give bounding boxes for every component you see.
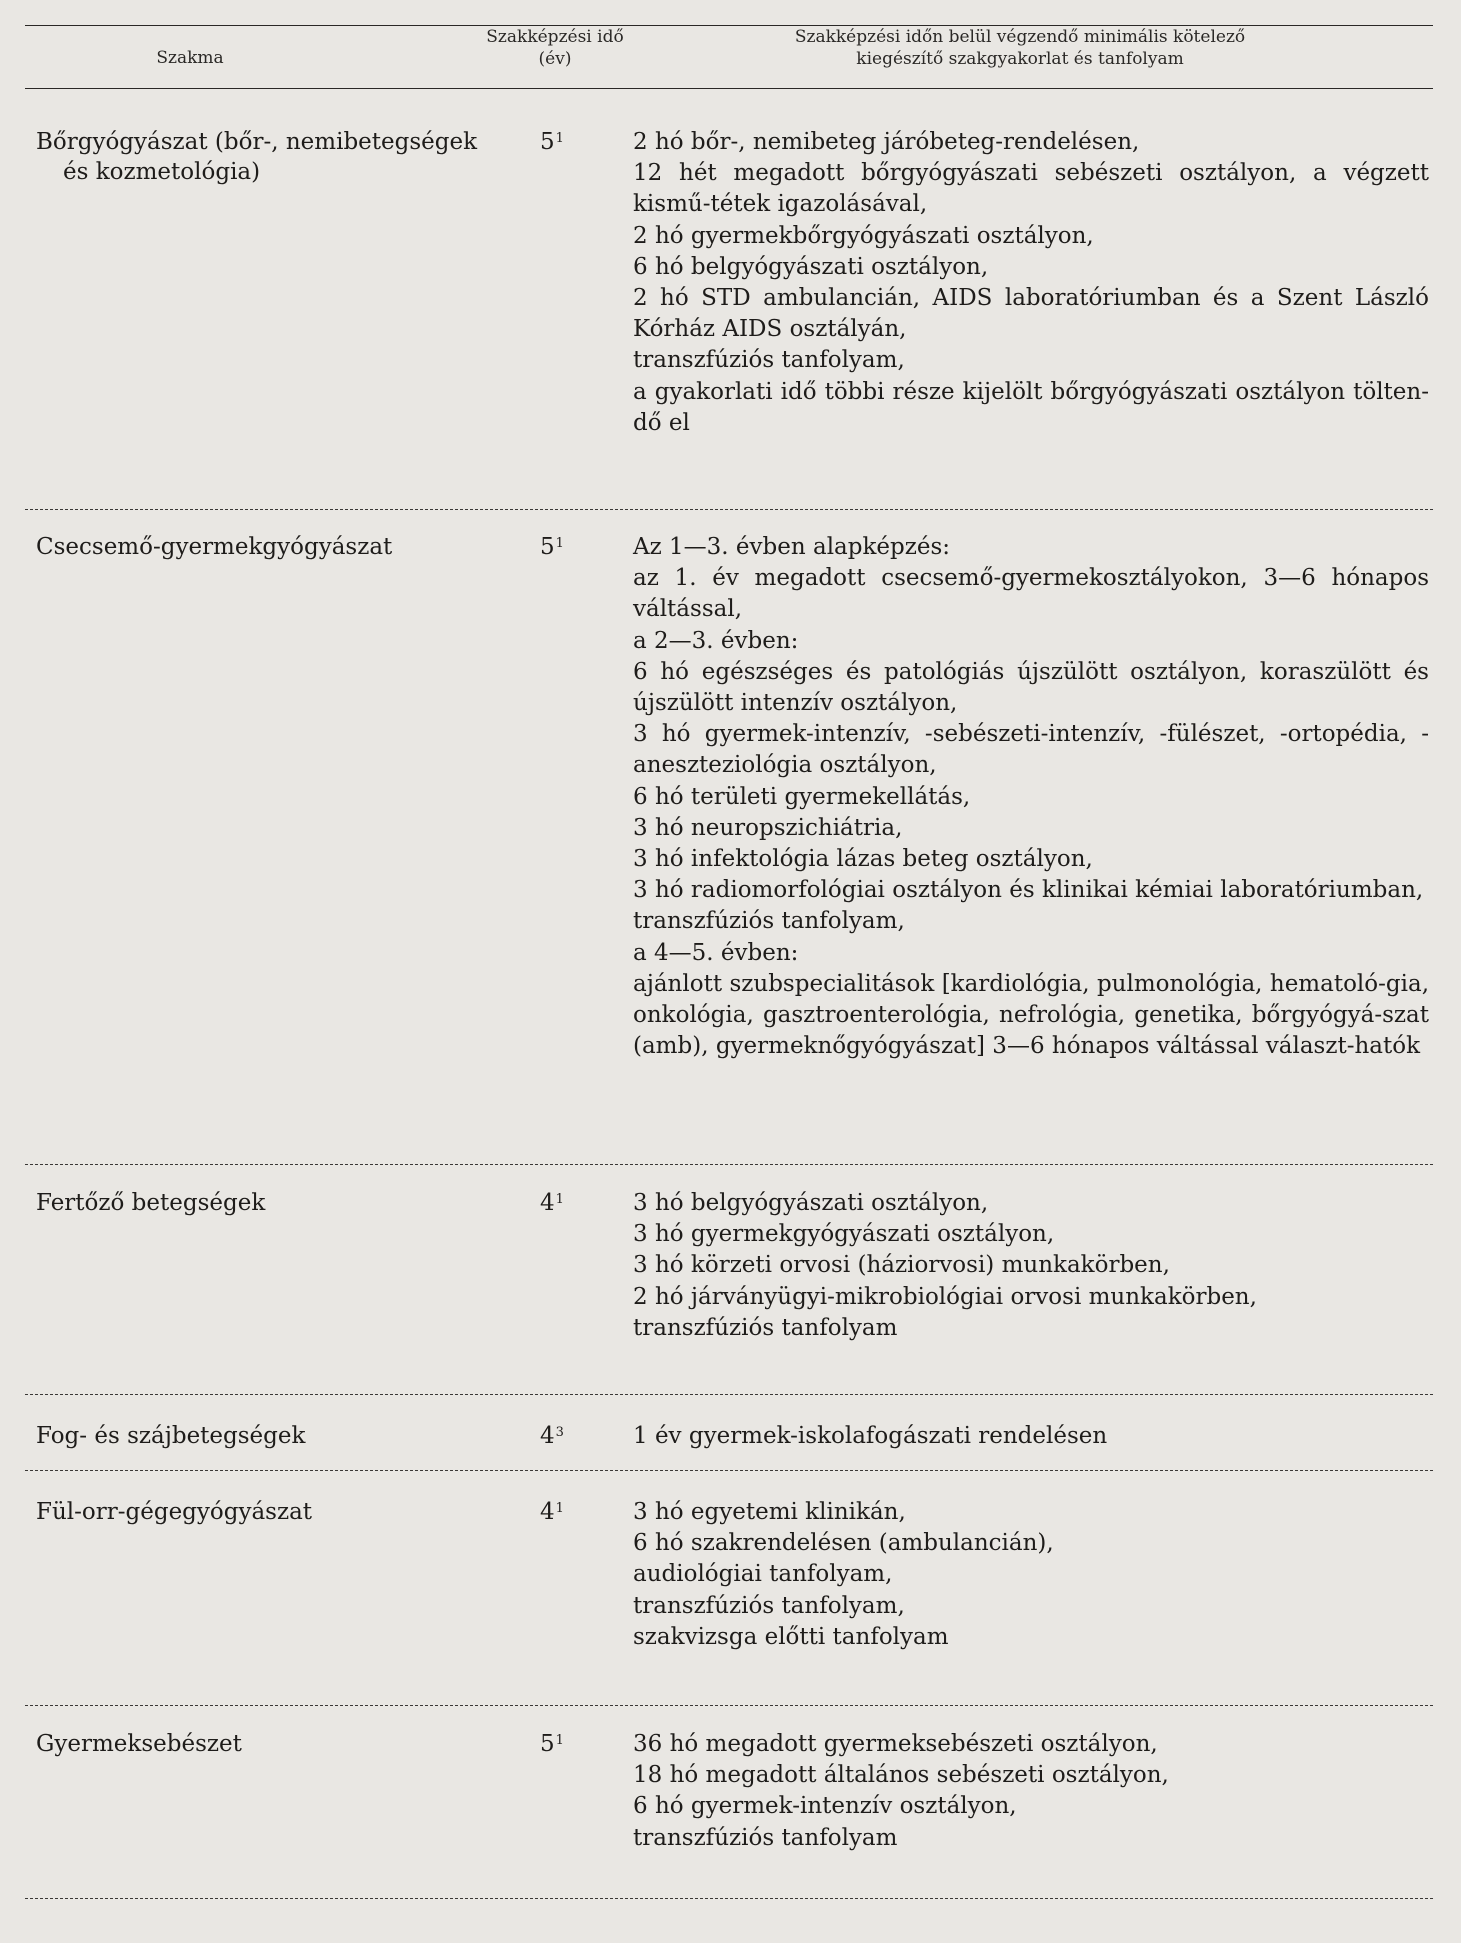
list-item: 36 hó megadott gyermeksebészeti osztályon, (633, 1731, 1158, 1757)
list-item: 3 hó egyetemi klinikán, (633, 1499, 906, 1525)
list-item: 3 hó infektológia lázas beteg osztályon, (633, 846, 1093, 873)
ido-value: 4 (540, 1423, 555, 1449)
footnote-mark: 1 (555, 131, 564, 146)
list-item: transzfúziós tanfolyam (633, 1314, 898, 1341)
header-ido (470, 26, 640, 70)
ido-value: 4 (540, 1499, 555, 1525)
description-cell (633, 1497, 1429, 1653)
list-item: 2 hó járványügyi-mikrobiológiai orvosi munkakörben, (633, 1283, 1257, 1310)
szakma-line1: Csecsemő-gyermekgyógyászat (36, 534, 393, 560)
header-description (760, 26, 1280, 70)
description-cell (633, 1188, 1429, 1344)
list-item: 1 év gyermek-iskolafogászati rendelésen (633, 1423, 1108, 1449)
footnote-mark: 1 (555, 1733, 564, 1748)
list-item: 3 hó neuropszichiátria, (633, 814, 903, 841)
list-item: transzfúziós tanfolyam, (633, 908, 905, 935)
list-item: a 2—3. évben: (633, 627, 799, 654)
list-item: Az 1—3. évben alapképzés: (633, 534, 951, 560)
list-item: 3 hó gyermekgyógyászati osztályon, (633, 1221, 1055, 1248)
szakma-line1: Fül-orr-gégegyógyászat (36, 1499, 313, 1525)
list-item: a 4—5. évben: (633, 939, 799, 966)
header-szakma: Szakma (156, 48, 224, 68)
description-cell (633, 532, 1429, 1062)
szakma-line1: Bőrgyógyászat (bőr-, nemibetegségek (36, 129, 478, 155)
list-item: transzfúziós tanfolyam, (633, 347, 905, 374)
szakma-cell (36, 1421, 496, 1451)
list-item: 12 hét megadott bőrgyógyászati sebészeti osztályon, a végzett kismű-tétek igazolásával, (633, 160, 1429, 218)
list-item: 2 hó gyermekbőrgyógyászati osztályon, (633, 222, 1094, 249)
list-item: az 1. év megadott csecsemő-gyermekosztályokon, 3—6 hónapos váltással, (633, 565, 1429, 623)
list-item: 6 hó szakrendelésen (ambulancián), (633, 1530, 1054, 1557)
row-divider (25, 1898, 1433, 1899)
header-desc-line1: Szakképzési időn belül végzendő minimális kötelező (794, 27, 1246, 47)
ido-cell (540, 1497, 580, 1527)
szakma-cell (36, 1729, 496, 1759)
row-divider (25, 1164, 1433, 1165)
ido-cell (540, 532, 580, 562)
list-item: audiológiai tanfolyam, (633, 1561, 893, 1588)
ido-value: 4 (540, 1190, 555, 1216)
row-divider (25, 1394, 1433, 1395)
description-cell (633, 1421, 1429, 1452)
footnote-mark: 1 (555, 1192, 564, 1207)
footnote-mark: 3 (555, 1425, 564, 1440)
row-divider (25, 1470, 1433, 1471)
szakma-cell (36, 1188, 496, 1218)
description-cell (633, 127, 1429, 439)
footnote-mark: 1 (555, 536, 564, 551)
header-desc-line2: kiegészítő szakgyakorlat és tanfolyam (856, 49, 1184, 69)
list-item: transzfúziós tanfolyam (633, 1824, 898, 1851)
szakma-line1: Gyermeksebészet (36, 1731, 242, 1757)
list-item: 3 hó radiomorfológiai osztályon és klinikai kémiai laboratóriumban, (633, 877, 1424, 904)
header-ido-line2: (év) (538, 49, 572, 69)
list-item: szakvizsga előtti tanfolyam (633, 1623, 949, 1650)
row-divider (25, 509, 1433, 510)
list-item: a gyakorlati idő többi része kijelölt bőrgyógyászati osztályon tölten-dő el (633, 378, 1429, 436)
list-item: 6 hó gyermek-intenzív osztályon, (633, 1793, 1017, 1820)
list-item: 3 hó gyermek-intenzív, -sebészeti-intenzív, -fülészet, -ortopédia, -aneszteziológia osztályon, (633, 721, 1429, 779)
list-item: ajánlott szubspecialitások [kardiológia, pulmonológia, hematoló-gia, onkológia, gasztroenterológia, nefrológia, genetika, bőrgyógyá-szat (amb), gyermeknőgyógyászat] 3—6 hónapos váltással választ-hatók (633, 970, 1429, 1060)
szakma-line1: Fertőző betegségek (36, 1190, 266, 1216)
table-header-rule (25, 88, 1433, 89)
ido-cell (540, 127, 580, 157)
list-item: 6 hó területi gyermekellátás, (633, 783, 971, 810)
szakma-line1: Fog- és szájbetegségek (36, 1423, 306, 1449)
list-item: transzfúziós tanfolyam, (633, 1592, 905, 1619)
ido-cell (540, 1729, 580, 1759)
list-item: 2 hó STD ambulancián, AIDS laboratóriumban és a Szent László Kórház AIDS osztályán, (633, 285, 1429, 343)
szakma-line2: és kozmetológia) (63, 159, 261, 185)
row-divider (25, 1705, 1433, 1706)
list-item: 2 hó bőr-, nemibeteg járóbeteg-rendelésen, (633, 129, 1140, 155)
list-item: 6 hó belgyógyászati osztályon, (633, 253, 989, 280)
list-item: 6 hó egészséges és patológiás újszülött osztályon, koraszülött és újszülött intenzív osztályon, (633, 658, 1429, 717)
footnote-mark: 1 (555, 1501, 564, 1516)
ido-value: 5 (540, 1731, 555, 1757)
ido-value: 5 (540, 129, 555, 155)
description-cell (633, 1729, 1429, 1854)
list-item: 3 hó belgyógyászati osztályon, (633, 1190, 989, 1216)
ido-cell (540, 1421, 580, 1451)
szakma-cell (36, 127, 496, 187)
szakma-cell (36, 1497, 496, 1527)
list-item: 3 hó körzeti orvosi (háziorvosi) munkakörben, (633, 1252, 1170, 1279)
ido-value: 5 (540, 534, 555, 560)
ido-cell (540, 1188, 580, 1218)
header-ido-line1: Szakképzési idő (486, 27, 624, 47)
szakma-cell (36, 532, 496, 562)
list-item: 18 hó megadott általános sebészeti osztályon, (633, 1762, 1169, 1789)
